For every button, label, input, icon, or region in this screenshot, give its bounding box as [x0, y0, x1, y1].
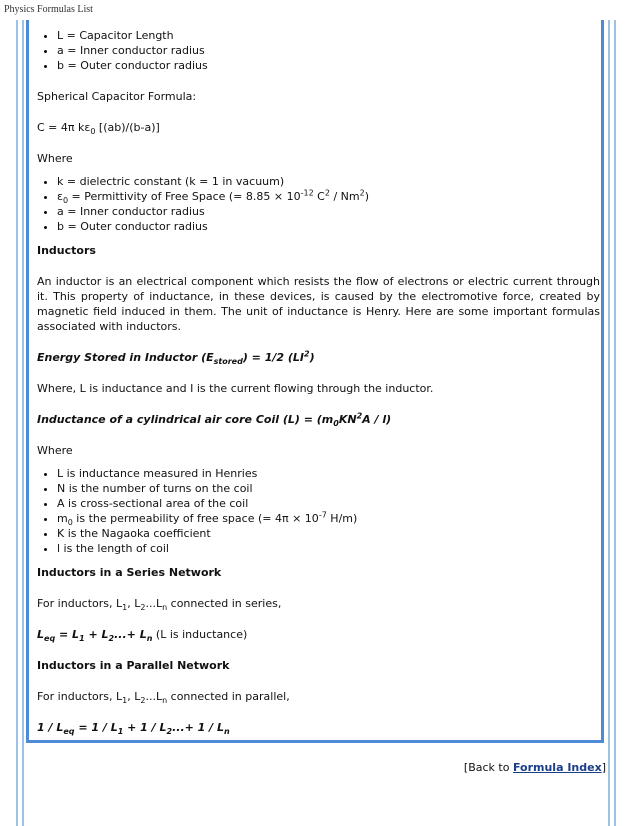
right-rule-inner — [608, 20, 610, 826]
list-item: • a = Inner conductor radius — [57, 43, 600, 58]
cylindrical-variable-list — [37, 28, 600, 73]
list-item: • K is the Nagaoka coefficient — [57, 526, 600, 541]
list-item: • l is the length of coil — [57, 541, 600, 556]
coil-inductance-formula: Inductance of a cylindrical air core Coil $(L) = (m_0KN^2A / l)$ — [37, 411, 392, 429]
inductors-heading: Inductors — [37, 244, 96, 257]
series-formula: $L_{eq} = L_1 + L_2...+ L_n$ (L is inductance) — [37, 628, 248, 644]
list-item: • A is cross-sectional area of the coil — [57, 496, 600, 511]
spherical-variable-list — [37, 174, 600, 234]
document-title: Physics Formulas List — [4, 4, 93, 15]
parallel-heading: Inductors in a Parallel Network — [37, 659, 230, 672]
list-item: • $\varepsilon_0$ = Permittivity of Free Space (= $8.85 \times 10^{-12}$ $C^2 / Nm^2$) — [57, 189, 600, 204]
where-label: Where — [37, 152, 73, 165]
back-navigation: [Back to Formula Index] — [463, 761, 606, 774]
right-rule-outer — [614, 20, 616, 826]
formula-index-link[interactable]: Formula Index — [512, 761, 602, 774]
where-label: Where — [37, 444, 73, 457]
spherical-capacitor-label: Spherical Capacitor Formula: — [37, 90, 197, 103]
list-item: • a = Inner conductor radius — [57, 204, 600, 219]
list-item: • b = Outer conductor radius — [57, 219, 600, 234]
article-content — [37, 28, 600, 735]
list-item: • k = dielectric constant (k = 1 in vacuum) — [57, 174, 600, 189]
inductors-intro: An inductor is an electrical component which resists the flow of electrons or electric current through it. This property of inductance, in these devices, is caused by the electromotive force, created by magnetic field induced in them. The unit of inductance is Henry. Here are some important formulas associated with inductors. — [37, 275, 600, 333]
series-heading: Inductors in a Series Network — [37, 566, 222, 579]
parallel-intro: For inductors, $L_1$, $L_2...L_n$ connected in parallel, — [37, 690, 290, 706]
list-item: • b = Outer conductor radius — [57, 58, 600, 73]
spherical-capacitor-formula: C = 4π $k\varepsilon_0$ [(ab)/(b-a)] — [37, 121, 160, 137]
left-rule-outer — [16, 20, 18, 826]
list-item: • L = Capacitor Length — [57, 28, 600, 43]
series-intro: For inductors, $L_1$, $L_2...L_n$ connected in series, — [37, 597, 282, 613]
list-item: • $m_0$ is the permeability of free space (= $4\pi \times 10^{-7}$ H/m) — [57, 511, 600, 526]
list-item: • N is the number of turns on the coil — [57, 481, 600, 496]
energy-note: Where, L is inductance and I is the current flowing through the inductor. — [37, 382, 434, 395]
left-rule-inner — [22, 20, 24, 826]
parallel-formula: $1 / L_{eq} = 1 / L_1 + 1 / L_2...+ 1 / L_n$ — [37, 721, 230, 737]
list-item: • L is inductance measured in Henries — [57, 466, 600, 481]
energy-stored-formula: Energy Stored in Inductor $(E_{stored}) = 1/2$ $(LI^2)$ — [37, 349, 315, 367]
coil-variable-list — [37, 466, 600, 556]
